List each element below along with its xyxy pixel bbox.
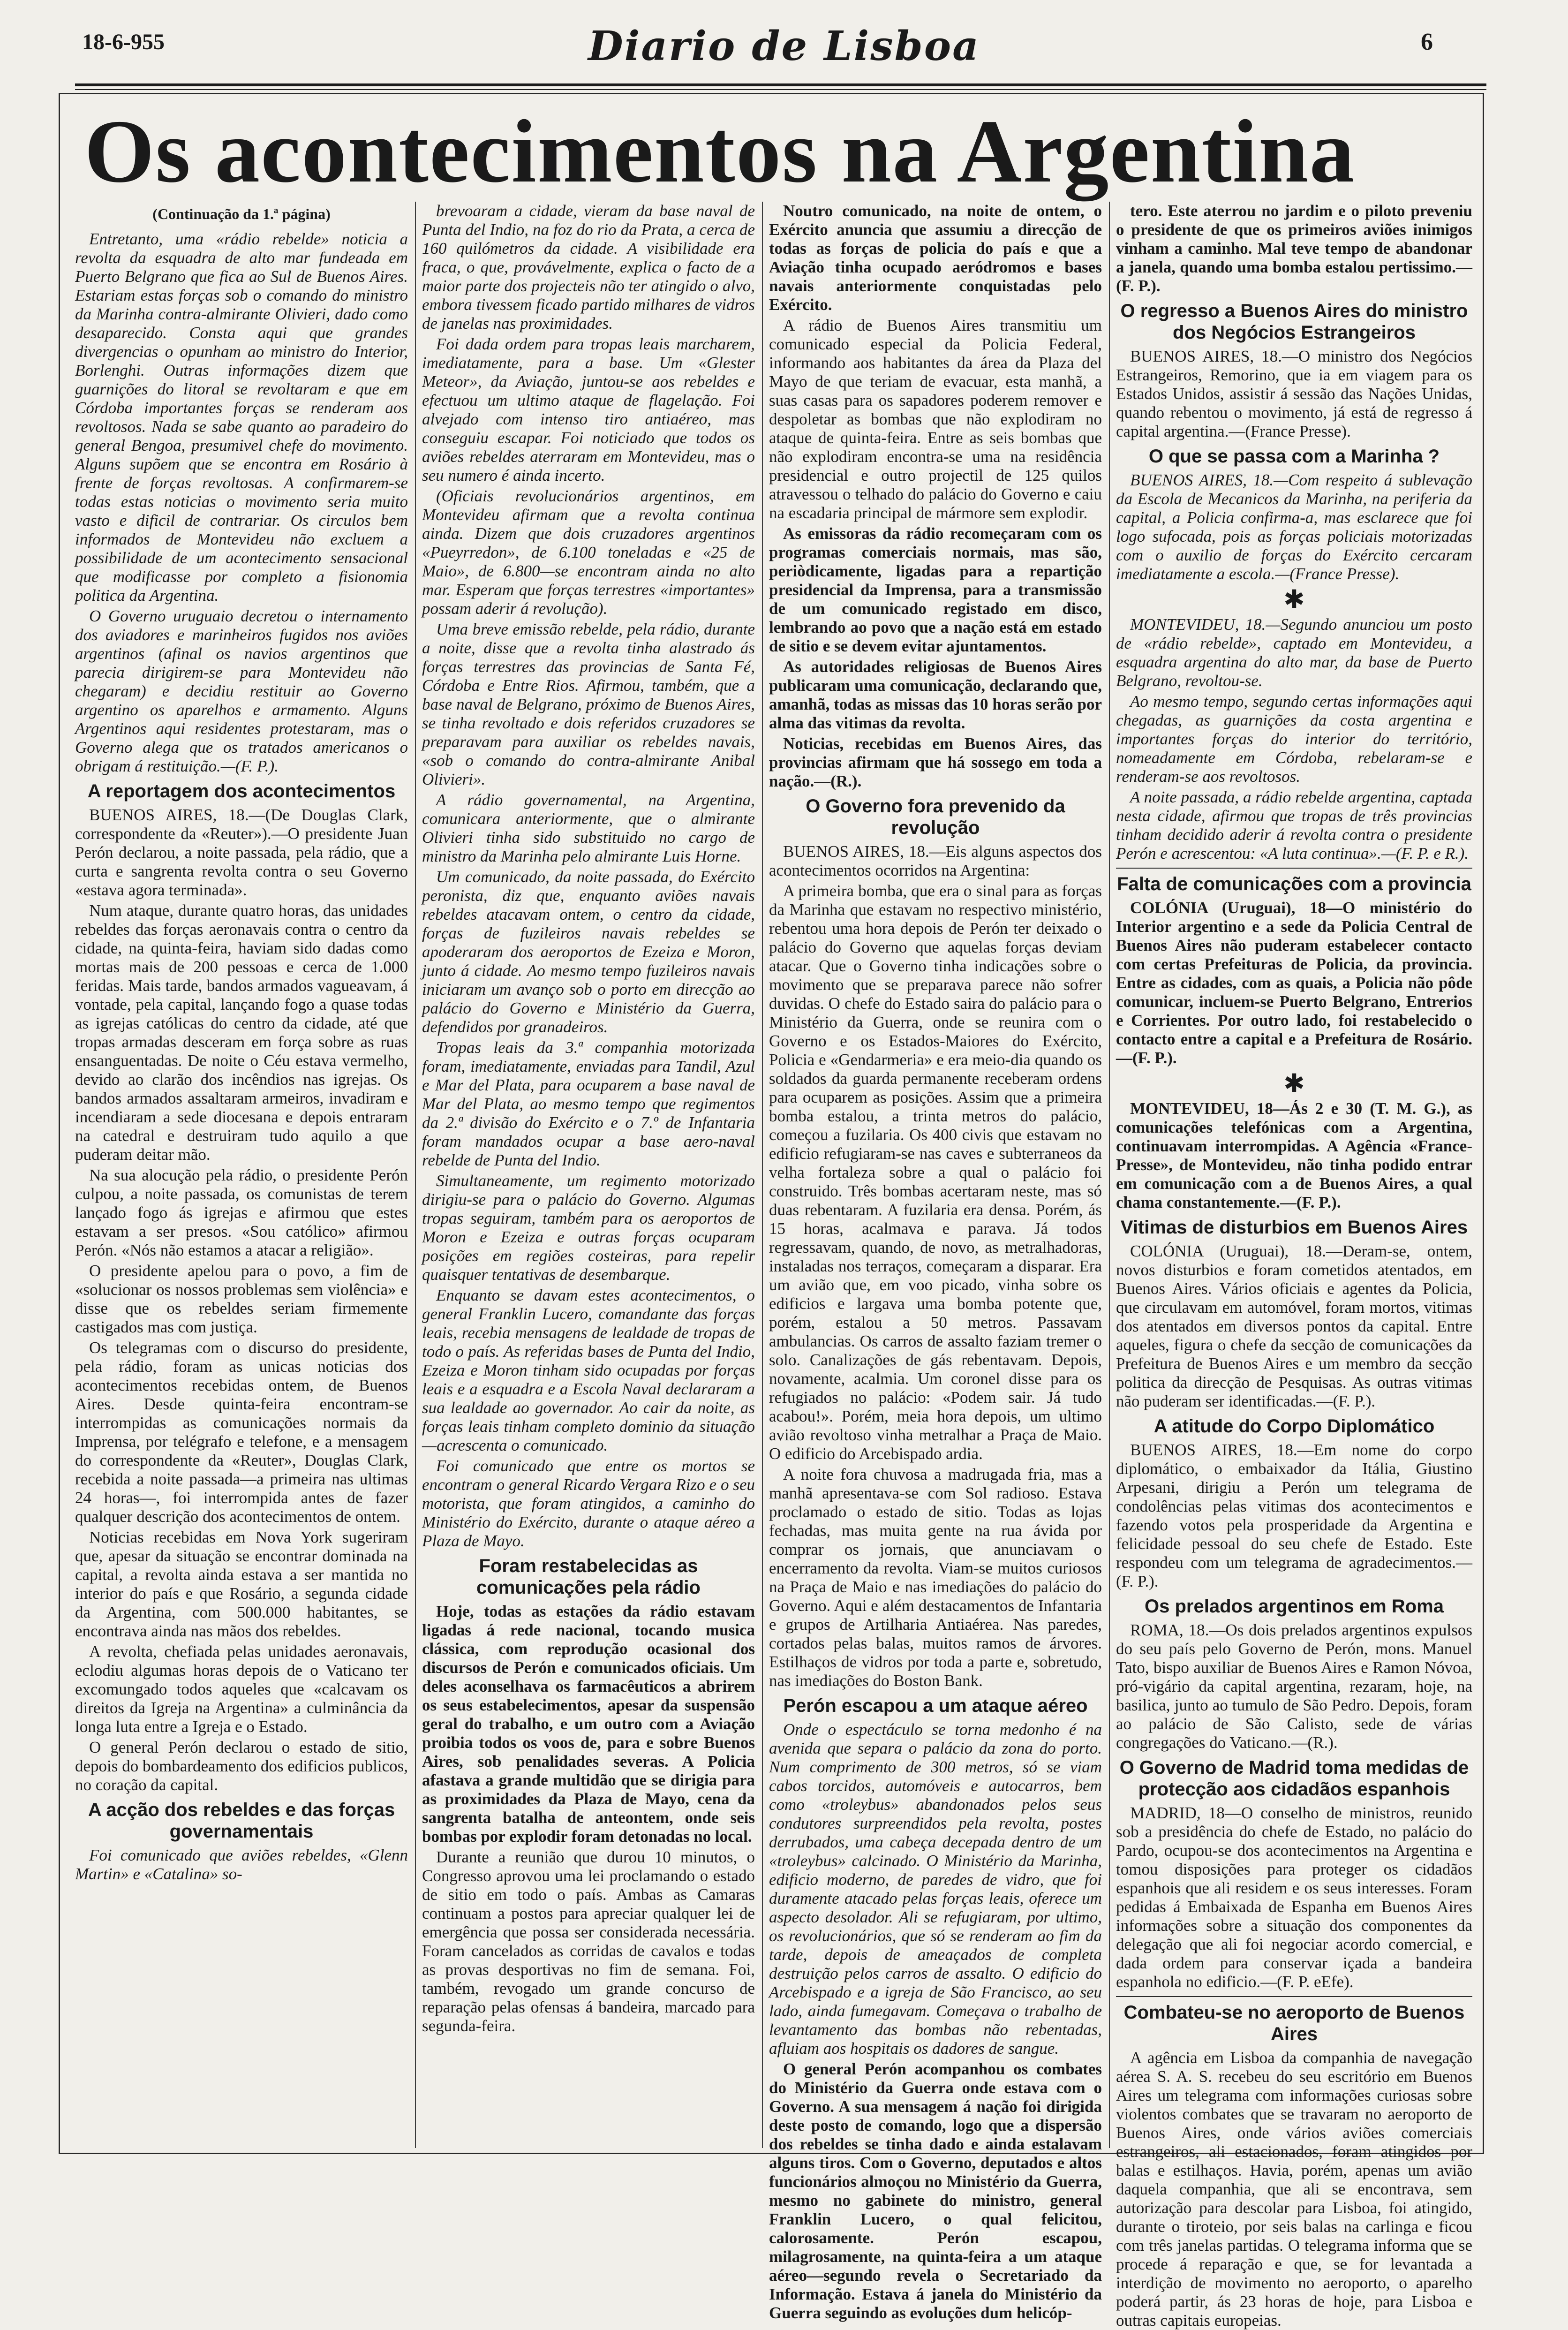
paragraph: A noite fora chuvosa a madrugada fria, mas a manhã apresentava-se com Sol radioso. Estava proclamado o estado de sitio. Todas as lojas fechadas, mas muita gente na rua ávida por comprar os jornais, que anunciavam o encerramento da revolta. Viam-se muitos curiosos na Praça de Maio e nas imediações do palácio do Governo. Aqui e além destacamentos de Infantaria e grupos de Artilharia Antiaérea. Nas paredes, cortados pelas balas, muitos ramos de árvores. Estilhaços de vidros por toda a parte e, sobretudo, nas imediações do Boston Bank. [769,1465,1102,1690]
paragraph: Uma breve emissão rebelde, pela rádio, durante a noite, disse que a revolta tinha alastrado ás forças terrestres das provincias de Santa Fé, Córdoba e Entre Rios. Afirmou, também, que a base naval de Belgrano, próximo de Buenos Aires, se tinha revoltado e dois referidos cruzadores se preparavam para auxiliar os rebeldes navais, «sob o comando do contra-almirante Anibal Olivieri». [422,620,755,788]
paragraph: (Oficiais revolucionários argentinos, em Montevideu afirmam que a revolta continua ainda. Dizem que dois cruzadores argentinos «Pueyrredon», de 6.100 toneladas e «25 de Maio», de 6.800—se encontram ainda no alto mar. Esperam que forças terrestres «importantes» possam aderir á revolução). [422,487,755,618]
paragraph: Noticias recebidas em Nova York sugeriram que, apesar da situação se encontrar dominada na capital, a revolta ainda estava a ser mantida no interior do país e que Rosário, a segunda cidade da Argentina, com 500.000 habitantes, se encontrava ainda nas mãos dos rebeldes. [75,1528,408,1640]
paragraph: BUENOS AIRES, 18.—Eis alguns aspectos dos acontecimentos ocorridos na Argentina: [769,842,1102,879]
paragraph: BUENOS AIRES, 18.—Com respeito á sublevação da Escola de Mecanicos da Marinha, na periferia da capital, a Policia confirma-a, mas esclarece que foi logo sufocada, pois as forças policiais motorizadas com o auxilio de forças do Exército cercaram imediatamente a escola.—(France Presse). [1116,471,1472,583]
paragraph: As emissoras da rádio recomeçaram com os programas comerciais normais, mas são, periòdicamente, ligadas para a repartição presidencial da Imprensa, para a transmissão de um comunicado registado em disco, lembrando ao povo que a nação está em estado de sitio e se devem evitar ajuntamentos. [769,524,1102,655]
issue-date: 18-6-955 [82,30,165,54]
section-heading: Vitimas de disturbios em Buenos Aires [1120,1217,1468,1238]
paragraph: BUENOS AIRES, 18.—Em nome do corpo diplomático, o embaixador da Itália, Giustino Arpesani, dirigiu a Perón um telegrama de condolências pelas vitimas dos acontecimentos e fazendo votos pela prosperidade da Argentina e felicidade pessoal do seu chefe de Estado. Este respondeu com um telegrama de agradecimentos.—(F. P.). [1116,1441,1472,1590]
paragraph: Onde o espectáculo se torna medonho é na avenida que separa o palácio da zona do porto. Num comprimento de 300 metros, só se viam cabos torcidos, automóveis e autocarros, bem como «troleybus» abandonados pelos seus condutores surpreendidos pela revolta, postes derrubados, uma cabeça decepada dentro de um «troleybus» calcinado. O Ministério da Marinha, edificio moderno, de paredes de vidro, que foi duramente atacado pelas forças leais, oferece um aspecto desolador. Ali se refugiaram, por ultimo, os revolucionários, que só se renderam ao fim da tarde, depois de ameaçados de completa destruição pelos carros de assalto. O edificio do Arcebispado e a igreja de São Francisco, ao seu lado, ainda fumegavam. Começava o trabalho de levantamento das bombas não rebentadas, afluiam aos hospitais os dadores de sangue. [769,1720,1102,2058]
paragraph: O Governo uruguaio decretou o internamento dos aviadores e marinheiros fugidos nos aviões argentinos (afinal os navios argentinos que parecia dirigirem-se para Montevideu não chegaram) e decidiu restituir ao Governo argentino os aparelhos e armamento. Alguns Argentinos aqui residentes protestaram, mas o Governo alega que os tratados americanos o obrigam á restituição.—(F. P.). [75,607,408,775]
section-rule [1116,868,1472,869]
paragraph: Na sua alocução pela rádio, o presidente Perón culpou, a noite passada, os comunistas de terem lançado fogo ás igrejas e afirmou que estes estavam a ser presos. «Sou católico» afirmou Perón. «Nós não estamos a atacar a religião». [75,1166,408,1259]
column-1 [75,202,408,2148]
paragraph: O general Perón acompanhou os combates do Ministério da Guerra onde estava com o Governo. A sua mensagem á nação foi dirigida deste posto de comando, logo que a dispersão dos rebeldes se tinha dado e ainda estalavam alguns tiros. Com o Governo, deputados e altos funcionários almoçou no Ministério da Guerra, mesmo no gabinete do ministro, general Franklin Lucero, o qual felicitou, calorosamente. Perón escapou, milagrosamente, na quinta-feira a um ataque aéreo—segundo revela o Secretariado da Informação. Estava á janela do Ministério da Guerra seguindo as evoluções dum helicóp- [769,2060,1102,2322]
masthead-rule-thin [75,89,1486,90]
paragraph: Os telegramas com o discurso do presidente, pela rádio, foram as unicas noticias dos acontecimentos recebidas ontem, de Buenos Aires. Desde quinta-feira encontram-se interrompidas as comunicações normais da Imprensa, por telégrafo e telefone, e a mensagem do correspondente da «Reuter», Douglas Clark, recebida a noite passada—a primeira nas ultimas 24 horas—, foi interrompida antes de fazer qualquer descrição dos acontecimentos de ontem. [75,1339,408,1526]
paragraph: O presidente apelou para o povo, a fim de «solucionar os nossos problemas sem violência» e disse que os rebeldes seriam firmemente castigados mas com justiça. [75,1262,408,1336]
paragraph: As autoridades religiosas de Buenos Aires publicaram uma comunicação, declarando que, amanhã, todas as missas das 10 horas serão por alma das vitimas da revolta. [769,658,1102,732]
section-heading: Os prelados argentinos em Roma [1145,1596,1444,1617]
paragraph: MONTEVIDEU, 18—Ás 2 e 30 (T. M. G.), as comunicações telefónicas com a Argentina, continuavam interrompidas. A Agência «France-Presse», de Montevideu, não tinha podido entrar em comunicação com a de Buenos Aires, a qual chama constantemente.—(F. P.). [1116,1099,1472,1211]
paragraph: MADRID, 18—O conselho de ministros, reunido sob a presidência do chefe de Estado, no palácio do Pardo, ocupou-se dos acontecimentos na Argentina e tomou disposições para proteger os cidadãos espanhois que ali residem e os seus interesses. Foram pedidas á Embaixada de Espanha em Buenos Aires informações sobre a situação dos componentes da delegação que ali foi negociar acordo comercial, e dada ordem para conservar içada a bandeira espanhola no edificio.—(F. P. eEfe). [1116,1804,1472,1991]
masthead-rule [75,83,1486,86]
paragraph: brevoaram a cidade, vieram da base naval de Punta del Indio, na foz do rio da Prata, a cerca de 160 quilómetros da cidade. A visibilidade era fraca, o que, provávelmente, explica o facto de a maior parte dos projecteis não ter atingido o alvo, embora tivessem ficado partido milhares de vidros de janelas nas proximidades. [422,202,755,333]
paragraph: COLÓNIA (Uruguai), 18.—Deram-se, ontem, novos disturbios e foram cometidos atentados, em Buenos Aires. Vários oficiais e agentes da Policia, que circulavam em automóvel, foram mortos, vitimas dos atentados em diversos pontos da capital. Entre aqueles, figura o chefe da secção de comunicações da Prefeitura de Buenos Aires e um membro da secção politica da direcção de Pesquisas. As outras vitimas não puderam ser identificadas.—(F. P.). [1116,1242,1472,1410]
paragraph: A revolta, chefiada pelas unidades aeronavais, eclodiu algumas horas depois de o Vaticano ter excomungado todos aqueles que «calcavam os direitos da Igreja na Argentina» a culminância da longa luta entre a Igreja e o Estado. [75,1642,408,1736]
column-2 [422,202,755,2148]
paragraph: Ao mesmo tempo, segundo certas informações aqui chegadas, as guarnições da costa argentina e importantes forças do interior do território, nomeadamente em Córdoba, rebelaram-se e renderam-se aos revoltosos. [1116,692,1472,786]
paragraph: Num ataque, durante quatro horas, das unidades rebeldes das forças aeronavais contra o centro da cidade, na quinta-feira, haviam sido dadas como mortas mais de 200 pessoas e cerca de 1.000 feridas. Mais tarde, bandos armados vagueavam, á vontade, pela capital, lançando fogo a quase todas as igrejas católicas do centro da cidade, até que tropas armadas desceram em força sobre as ruas ensanguentadas. De noite o Céu estava vermelho, devido ao clarão dos incêndios nas igrejas. Os bandos armados assaltaram armeiros, invadiram e incendiaram a sede diocesana e depois entraram na catedral e destruiram tudo aquilo a que puderam deitar mão. [75,901,408,1164]
paragraph: O general Perón declarou o estado de sitio, depois do bombardeamento dos edificios publicos, no coração da capital. [75,1738,408,1794]
column-rule [1109,202,1110,2148]
column-rule [762,202,763,2148]
section-heading: Combateu-se no aeroporto de Buenos Aires [1123,2002,1465,2044]
section-heading: O que se passa com a Marinha ? [1148,446,1440,467]
section-heading: A acção dos rebeldes e das forças governamentais [88,1800,395,1842]
paragraph: tero. Este aterrou no jardim e o piloto preveniu o presidente de que os primeiros aviões inimigos vinham a caminho. Mal teve tempo de abandonar a janela, quando uma bomba estalou pertissimo.—(F. P.). [1116,202,1472,295]
paragraph: Simultaneamente, um regimento motorizado dirigiu-se para o palácio do Governo. Algumas tropas seguiram, também para os aeroportos de Moron e Ezeiza e outras forças ocuparam posições em regiões costeiras, para repelir quaisquer tentativas de desembarque. [422,1172,755,1284]
paragraph: Entretanto, uma «rádio rebelde» noticia a revolta da esquadra de alto mar fundeada em Puerto Belgrano que fica ao Sul de Buenos Aires. Estariam estas forças sob o comando do ministro da Marinha contra-almirante Olivieri, dado como desaparecido. Consta aqui que grandes divergencias o opunham ao ministro do Interior, Borlenghi. Outras informações dizem que guarnições do litoral se revoltaram e que em Córdoba importantes forças se renderam aos revoltosos. Nada se sabe quanto ao paradeiro do general Bengoa, presumivel chefe do movimento. Alguns supõem que se encontra em Rosário à frente de forças revoltosas. A confirmarem-se todas estas noticias o movimento seria muito vasto e dificil de contrariar. Os circulos bem informados de Montevideu não excluem a possibilidade de um acontecimento sensacional que modificasse por completo a fisionomia politica da Argentina. [75,230,408,605]
paragraph: COLÓNIA (Uruguai), 18—O ministério do Interior argentino e a sede da Policia Central de Buenos Aires não puderam estabelecer contacto com certas Prefeituras de Policia, da provincia. Entre as cidades, com as quais, a Policia não pôde comunicar, incluem-se Puerto Belgrano, Entrerios e Corrientes. Por outro lado, foi restabelecido o contacto entre a capital e a Prefeitura de Rosário.—(F. P.). [1116,899,1472,1067]
paragraph: Hoje, todas as estações da rádio estavam ligadas á rede nacional, tocando musica clássica, com reprodução ocasional dos discursos de Perón e comunicados oficiais. Um deles aconselhava os farmacêuticos a abrirem os seus estabelecimentos, apesar da suspensão geral do trabalho, e um outro com a Aviação proibia todos os voos de, para e sobre Buenos Aires, sob penalidades severas. A Policia afastava a grande multidão que se dirigia para as proximidades da Plaza de Mayo, cena da sangrenta batalha de anteontem, onde seis bombas por explodir foram detonadas no local. [422,1602,755,1846]
asterisk-separator: ✱ [1283,1069,1305,1097]
section-heading: A reportagem dos acontecimentos [87,781,396,802]
masthead [0,0,1568,89]
paragraph: Enquanto se davam estes acontecimentos, o general Franklin Lucero, comandante das forças leais, recebia mensagens de lealdade de tropas de todo o país. As referidas bases de Punta del Indio, Ezeiza e Moron tinham sido ocupadas por forças leais e a esquadra e a Escola Naval declararam a sua lealdade ao governador. Ao cair da noite, as forças leais tinham completo dominio da situação—acrescenta o comunicado. [422,1286,755,1454]
column-3 [769,202,1102,2322]
section-heading: O regresso a Buenos Aires do ministro dos Negócios Estrangeiros [1120,301,1468,343]
paragraph: A primeira bomba, que era o sinal para as forças da Marinha que estavam no respectivo ministério, rebentou uma hora depois de Perón ter deixado o palácio do Governo que aquelas forças deviam atacar. Que o Governo tinha indicações sobre o movimento que se preparava parece não sofrer duvidas. O chefe do Estado saira do palácio para o Ministério da Guerra, onde se reunira com o Governo e os Estados-Maiores do Exército, Policia e «Gendarmeria» e era meio-dia quando os soldados da guarda permanente receberam ordens para ocuparem as posições. Assim que a primeira bomba estalou, a trinta metros do palácio, começou a fuzilaria. Os 400 civis que estavam no edificio refugiaram-se nas caves e subterraneos da velha fortaleza sobre a qual o palácio foi construido. Três bombas acertaram neste, mas só duas rebentaram. A fuzilaria era densa. Porém, ás 15 horas, acalmava e parava. Já todos regressavam, quando, de novo, as metralhadoras, instaladas nos terraços, começaram a disparar. Era um avião que, em voo picado, vinha sobre os edificios e largava uma bomba potente que, porém, estalou a 50 metros. Passavam ambulancias. Os carros de assalto faziam tremer o solo. Canalizações de gás rebentavam. Depois, novamente, acalmia. Um coronel disse para os refugiados no palácio: «Podem sair. Já tudo acabou!». Porém, meia hora depois, um ultimo avião revoltoso vinha metralhar a Praça de Maio. O edificio do Arcebispado ardia. [769,882,1102,1463]
section-heading: Falta de comunicações com a provincia [1117,874,1471,894]
section-heading: A atitude do Corpo Diplomático [1153,1416,1435,1437]
paragraph: Tropas leais da 3.ª companhia motorizada foram, imediatamente, enviadas para Tandil, Azul e Mar del Plata, para ocuparem a base naval de Mar del Plata, ao mesmo tempo que regimentos da 2.ª divisão do Exército e o 7.º de Infantaria foram mandados ocupar a base aero-naval rebelde de Punta del Indio. [422,1038,755,1169]
paragraph: Noticias, recebidas em Buenos Aires, das provincias afirmam que há sossego em toda a nação.—(R.). [769,734,1102,790]
paragraph: BUENOS AIRES, 18.—(De Douglas Clark, correspondente da «Reuter»).—O presidente Juan Perón declarou, a noite passada, pela rádio, que a curta e sangrenta revolta contra o seu Governo «estava agora terminada». [75,806,408,899]
section-rule [1116,1996,1472,1997]
column-rule [415,202,416,2148]
paragraph: A agência em Lisboa da companhia de navegação aérea S. A. S. recebeu do seu escritório em Buenos Aires um telegrama com informações curiosas sobre violentos combates que se travaram no aeroporto de Buenos Aires, onde vários aviões comerciais estrangeiros, ali estacionados, foram atingidos por balas e estilhaços. Havia, porém, apenas um avião daquela companhia, que ali se encontrava, sem autorização para descolar para Lisboa, foi atingido, durante o tiroteio, por seis balas na carlinga e ficou com três janelas partidas. O telegrama informa que se procede á reparação e que, se for levantada a interdição de movimento no aeroporto, o aparelho poderá partir, ás 23 horas de hoje, para Lisboa e outras capitais europeias. [1116,2049,1472,2330]
paragraph: ROMA, 18.—Os dois prelados argentinos expulsos do seu país pelo Governo de Perón, mons. Manuel Tato, bispo auxiliar de Buenos Aires e Ramon Nóvoa, pró-vigário da capital argentina, rezaram, hoje, na basilica, junto ao tumulo de São Pedro. Depois, foram ao palácio de São Calisto, sede de várias congregações do Vaticano.—(R.). [1116,1621,1472,1752]
section-heading: Perón escapou a um ataque aéreo [783,1695,1088,1716]
section-heading: Foram restabelecidas as comunicações pela rádio [476,1556,701,1598]
column-4 [1116,202,1472,2330]
paragraph: Um comunicado, da noite passada, do Exército peronista, diz que, enquanto aviões navais rebeldes atacavam ontem, o centro da cidade, forças de fuzileiros navais rebeldes se apoderaram dos aeroportos de Ezeiza e Moron, junto á cidade. Ao mesmo tempo fuzileiros navais iniciaram um avanço sob o porto em direcção ao palácio do Governo e Ministério da Guerra, defendidos por granadeiros. [422,868,755,1036]
paragraph: Foi comunicado que entre os mortos se encontram o general Ricardo Vergara Rizo e o seu motorista, que foram atingidos, a caminho do Ministério do Exército, durante o ataque aéreo a Plaza de Mayo. [422,1457,755,1550]
article-headline: Os acontecimentos na Argentina [84,101,1356,201]
paragraph: BUENOS AIRES, 18.—O ministro dos Negócios Estrangeiros, Remorino, que ia em viagem para os Estados Unidos, assistir á sessão das Nações Unidas, quando rebentou o movimento, já está de regresso á capital argentina.—(France Presse). [1116,347,1472,440]
paragraph: A noite passada, a rádio rebelde argentina, captada nesta cidade, afirmou que tropas de três provincias tinham decidido aderir á revolta contra o presidente Perón e acrescentou: «A luta continua».—(F. P. e R.). [1116,788,1472,862]
paragraph: A rádio governamental, na Argentina, comunicara anteriormente, que o almirante Olivieri tinha sido substituido no cargo de ministro da Marinha pelo almirante Luis Horne. [422,791,755,865]
newspaper-title: Diario de Lisboa [588,23,980,70]
section-heading: O Governo fora prevenido da revolução [806,796,1065,838]
paragraph: Noutro comunicado, na noite de ontem, o Exército anuncia que assumiu a direcção de todas as forças de policia do país e que a Aviação tinha ocupado aeródromos e bases navais anteriormente conquistadas pelo Exército. [769,202,1102,314]
asterisk-separator: ✱ [1283,585,1305,613]
continuation-note: (Continuação da 1.ª página) [152,205,331,222]
paragraph: Foi comunicado que aviões rebeldes, «Glenn Martin» e «Catalina» so- [75,1846,408,1883]
paragraph: Durante a reunião que durou 10 minutos, o Congresso aprovou uma lei proclamando o estado de sitio em todo o país. Ambas as Camaras continuam a postos para apreciar qualquer lei de emergência que possa ser considerada necessária. Foram cancelados as corridas de cavalos e todas as provas desportivas no fim de semana. Foi, também, revogado um grande concurso de reparação pelas ofensas á bandeira, marcado para segunda-feira. [422,1848,755,2035]
paragraph: MONTEVIDEU, 18.—Segundo anunciou um posto de «rádio rebelde», captado em Montevideu, a esquadra argentina do alto mar, da base de Puerto Belgrano, revoltou-se. [1116,615,1472,690]
page-number: 6 [1421,29,1433,55]
paragraph: Foi dada ordem para tropas leais marcharem, imediatamente, para a base. Um «Glester Meteor», da Aviação, juntou-se aos rebeldes e efectuou um ultimo ataque de flagelação. Foi alvejado com intenso tiro antiaéreo, mas conseguiu escapar. Foi noticiado que todos os aviões rebeldes aterraram em Montevideu, mas o seu numero é ainda incerto. [422,335,755,484]
section-heading: O Governo de Madrid toma medidas de protecção aos cidadãos espanhois [1119,1757,1469,1800]
paragraph: A rádio de Buenos Aires transmitiu um comunicado especial da Policia Federal, informando aos habitantes da área da Plaza del Mayo de que teriam de evacuar, esta manhã, a suas casas para os sapadores poderem remover e despoletar as bombas que não explodiram no ataque de quinta-feira. Entre as seis bombas que não explodiram encontra-se uma na residência presidencial e outro projectil de 125 quilos atravessou o telhado do palácio do Governo e caiu na escadaria principal de mármore sem explodir. [769,316,1102,522]
